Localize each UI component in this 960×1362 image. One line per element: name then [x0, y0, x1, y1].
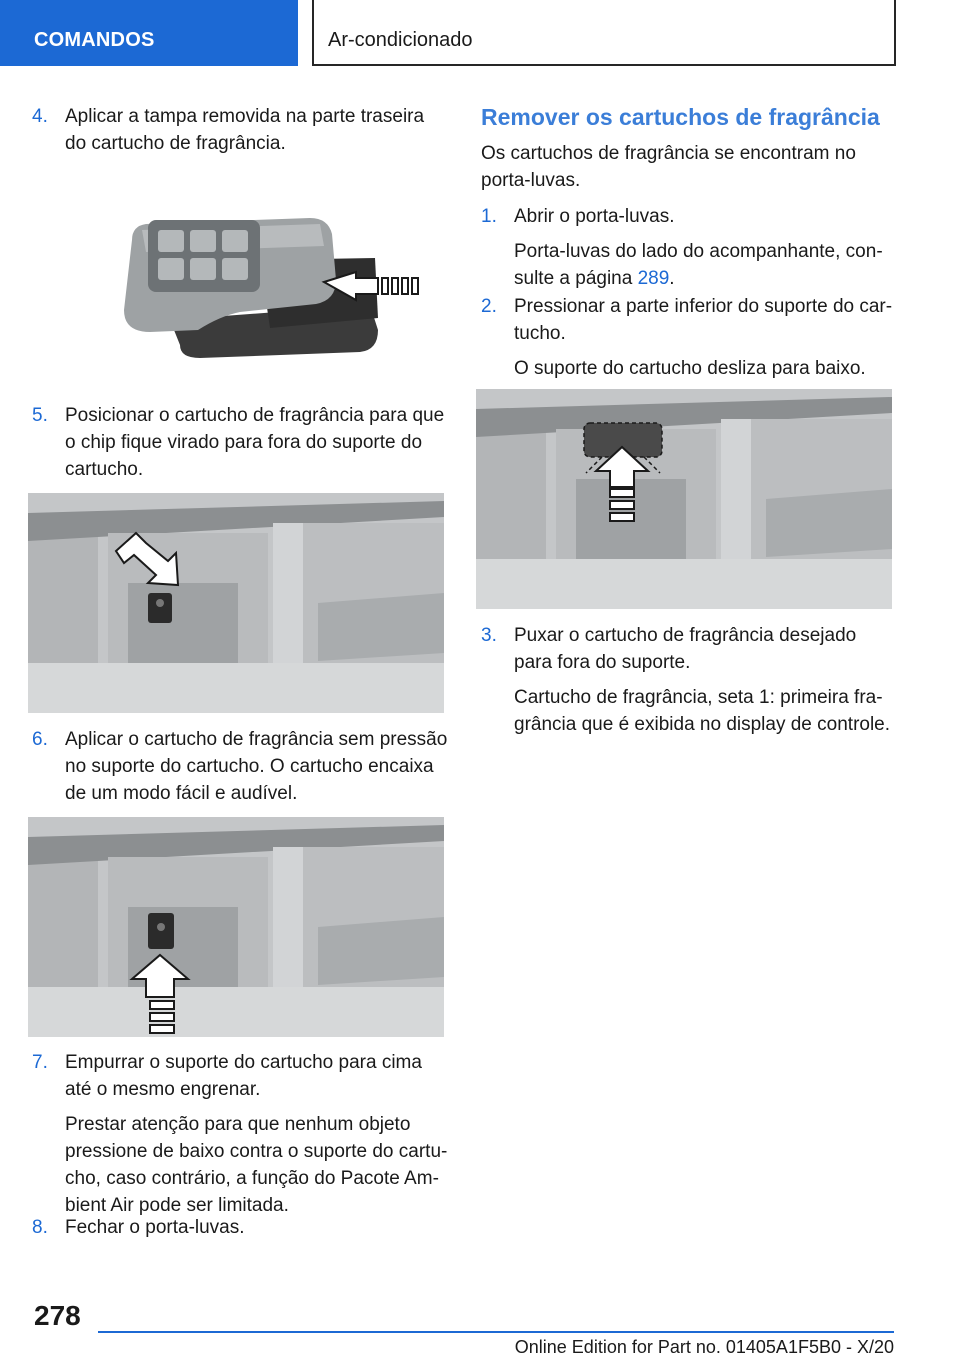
step-text: Pressionar a parte inferior do suporte do cartucho. [514, 296, 893, 344]
cartridge-holder-release-photo [476, 389, 892, 609]
page-reference-link[interactable]: 289 [637, 268, 670, 289]
step-6 [32, 726, 448, 807]
section-tab: COMANDOS [0, 0, 298, 66]
step-number: 8. [32, 1217, 48, 1238]
step-8 [32, 1214, 448, 1241]
glovebox-position-photo [28, 493, 444, 713]
step-7 [32, 1049, 448, 1219]
section-heading: Remover os cartuchos de fragrância [481, 104, 880, 130]
footer-divider [98, 1331, 894, 1333]
step-4 [32, 103, 448, 157]
step-1 [481, 203, 897, 292]
step-note: Cartucho de fragrância, seta 1: primeira fragrância que é exibida no display de controle. [514, 687, 891, 735]
cartridge-insert-photo [28, 817, 444, 1037]
step-note: Prestar atenção para que nenhum objeto pressione de baixo contra o suporte do cartucho, caso contrário, a função do Pacote Ambient Air pode ser limitada. [65, 1114, 448, 1216]
step-number: 5. [32, 405, 48, 426]
step-number: 1. [481, 206, 497, 227]
step-number: 2. [481, 296, 497, 317]
step-text: Aplicar a tampa removida na parte traseira do cartucho de fragrância. [65, 106, 425, 154]
step-3 [481, 622, 897, 738]
step-note: O suporte do cartucho desliza para baixo. [514, 358, 866, 379]
step-text: Aplicar o cartucho de fragrância sem pressão no suporte do cartucho. O cartucho encaixa de um modo fácil e audível. [65, 729, 448, 804]
step-note: Porta-luvas do lado do acompanhante, consulte a página 289. [514, 241, 883, 289]
step-number: 4. [32, 106, 48, 127]
topic-title: Ar-condicionado [312, 0, 896, 66]
page-number: 278 [34, 1300, 81, 1331]
step-number: 3. [481, 625, 497, 646]
step-number: 6. [32, 729, 48, 750]
step-text: Empurrar o suporte do cartucho para cima até o mesmo engrenar. [65, 1052, 422, 1100]
step-text: Puxar o cartucho de fragrância desejado para fora do suporte. [514, 625, 857, 673]
cartridge-cover-illustration [110, 200, 428, 360]
step-number: 7. [32, 1052, 48, 1073]
step-2 [481, 293, 897, 382]
step-text: Fechar o porta-luvas. [65, 1217, 245, 1238]
step-text: Abrir o porta-luvas. [514, 206, 675, 227]
edition-footer: Online Edition for Part no. 01405A1F5B0 - X/20 [514, 1337, 894, 1357]
intro-paragraph: Os cartuchos de fragrância se encontram no porta-luvas. [481, 143, 856, 191]
step-text: Posicionar o cartucho de fragrância para que o chip fique virado para fora do suporte do cartucho. [65, 405, 445, 480]
step-5 [32, 402, 448, 483]
